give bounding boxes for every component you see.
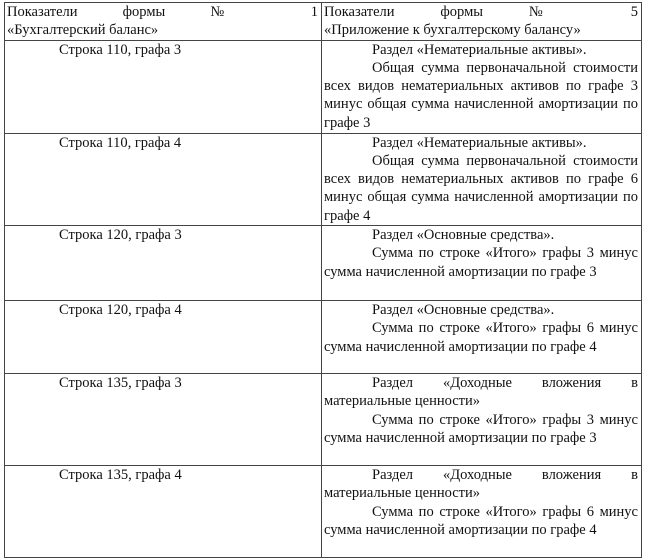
row-label: Строка 110, графа 3 bbox=[5, 40, 322, 133]
header-right-line1: Показатели формы № 5 bbox=[324, 4, 638, 20]
table-row bbox=[5, 374, 642, 466]
table-row bbox=[5, 466, 642, 558]
row-label: Строка 110, графа 4 bbox=[5, 133, 322, 225]
header-left-line2: «Бухгалтерский баланс» bbox=[7, 22, 159, 39]
row-label: Строка 120, графа 3 bbox=[5, 226, 322, 301]
section-name: Раздел «Нематериальные активы». bbox=[372, 41, 587, 58]
calculation-rule: Сумма по строке «Итого» графы 3 минус сумма начисленной амортизации по графе 3 bbox=[324, 245, 638, 280]
row-description bbox=[322, 226, 642, 301]
row-description bbox=[322, 40, 642, 133]
table-row bbox=[5, 40, 642, 133]
calculation-rule: Общая сумма первоначальной стоимости всех видов нематериальных активов по графе 6 минус общая сумма начисленной амортизации по графе 4 bbox=[324, 152, 638, 224]
row-label: Строка 120, графа 4 bbox=[5, 301, 322, 374]
section-name: Раздел «Нематериальные активы». bbox=[372, 134, 587, 151]
table-row bbox=[5, 226, 642, 301]
header-right bbox=[322, 3, 642, 41]
mapping-table bbox=[4, 2, 642, 558]
header-left-line1: Показатели формы № 1 bbox=[7, 4, 318, 20]
calculation-rule: Общая сумма первоначальной стоимости всех видов нематериальных активов по графе 3 минус общая сумма начисленной амортизации по графе 3 bbox=[324, 59, 638, 131]
calculation-rule: Сумма по строке «Итого» графы 6 минус сумма начисленной амортизации по графе 4 bbox=[324, 503, 638, 538]
row-label: Строка 135, графа 3 bbox=[5, 374, 322, 466]
row-label: Строка 135, графа 4 bbox=[5, 466, 322, 558]
row-description bbox=[322, 133, 642, 225]
calculation-rule: Сумма по строке «Итого» графы 3 минус сумма начисленной амортизации по графе 3 bbox=[324, 411, 638, 446]
section-name: Раздел «Доходные вложения в материальные ценности» bbox=[324, 467, 638, 502]
table-row bbox=[5, 133, 642, 225]
row-description bbox=[322, 374, 642, 466]
section-name: Раздел «Основные средства». bbox=[372, 227, 555, 244]
row-description bbox=[322, 301, 642, 374]
section-name: Раздел «Основные средства». bbox=[372, 302, 555, 319]
header-right-line2: «Приложение к бухгалтерскому балансу» bbox=[324, 22, 581, 39]
table-row bbox=[5, 301, 642, 374]
header-left bbox=[5, 3, 322, 41]
calculation-rule: Сумма по строке «Итого» графы 6 минус сумма начисленной амортизации по графе 4 bbox=[324, 320, 638, 355]
header-row bbox=[5, 3, 642, 41]
section-name: Раздел «Доходные вложения в материальные ценности» bbox=[324, 375, 638, 410]
row-description bbox=[322, 466, 642, 558]
